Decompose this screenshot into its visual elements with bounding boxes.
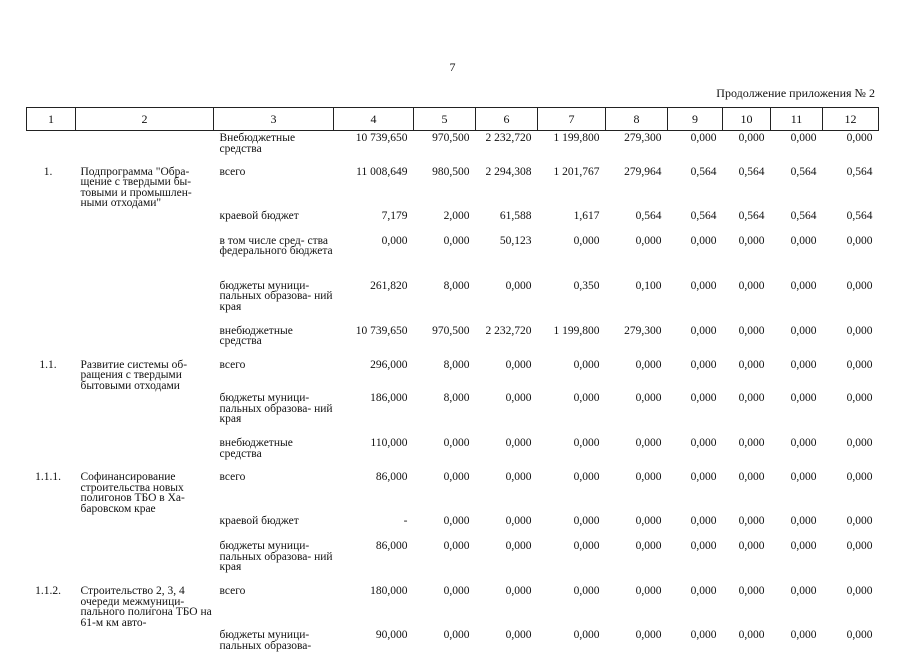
value-cell: 61,588: [476, 209, 538, 234]
value-cell: 0,000: [723, 539, 771, 584]
value-cell: 0,000: [606, 539, 668, 584]
value-cell: 0,000: [606, 234, 668, 279]
value-cell: 0,000: [668, 279, 723, 324]
value-cell: 0,000: [723, 391, 771, 436]
row-name: [76, 539, 214, 584]
row-number: [27, 436, 76, 470]
header-cell: 7: [538, 108, 606, 131]
value-cell: 0,000: [668, 514, 723, 539]
value-cell: -: [334, 514, 414, 539]
value-cell: 8,000: [414, 358, 476, 392]
value-cell: 0,000: [414, 584, 476, 628]
funding-source: краевой бюджет: [214, 514, 334, 539]
row-number: [27, 514, 76, 539]
value-cell: 0,000: [476, 628, 538, 658]
value-cell: 0,000: [668, 358, 723, 392]
value-cell: 0,000: [538, 470, 606, 514]
value-cell: 0,000: [476, 436, 538, 470]
value-cell: 0,000: [823, 436, 879, 470]
value-cell: 0,000: [538, 234, 606, 279]
value-cell: 0,000: [771, 324, 823, 358]
value-cell: 0,000: [771, 391, 823, 436]
row-number: 1.: [27, 165, 76, 209]
value-cell: 0,000: [668, 584, 723, 628]
funding-source: бюджеты муници- пальных образова- ний края: [214, 539, 334, 584]
value-cell: 0,000: [414, 436, 476, 470]
row-name: Развитие системы об- ращения с твердыми бытовыми отходами: [76, 358, 214, 392]
row-name: [76, 324, 214, 358]
value-cell: 0,000: [771, 539, 823, 584]
value-cell: 0,000: [668, 470, 723, 514]
header-cell: 6: [476, 108, 538, 131]
header-row: [27, 108, 879, 131]
row-number: [27, 279, 76, 324]
value-cell: 0,000: [723, 628, 771, 658]
value-cell: 0,000: [606, 470, 668, 514]
value-cell: 0,000: [538, 584, 606, 628]
continuation-label: Продолжение приложения № 2: [716, 86, 875, 101]
value-cell: 0,000: [771, 234, 823, 279]
row-number: [27, 324, 76, 358]
value-cell: 0,000: [414, 234, 476, 279]
header-cell: 3: [214, 108, 334, 131]
value-cell: 0,000: [823, 514, 879, 539]
funding-source: всего: [214, 358, 334, 392]
value-cell: 0,000: [823, 234, 879, 279]
value-cell: 0,000: [668, 131, 723, 165]
value-cell: 0,564: [668, 209, 723, 234]
table-row: [27, 470, 879, 514]
value-cell: 0,000: [823, 584, 879, 628]
table-row: [27, 131, 879, 165]
value-cell: 0,000: [606, 628, 668, 658]
value-cell: 2 294,308: [476, 165, 538, 209]
value-cell: 0,000: [606, 358, 668, 392]
value-cell: 0,000: [538, 539, 606, 584]
table-row: [27, 391, 879, 436]
value-cell: 0,564: [723, 209, 771, 234]
funding-source: внебюджетные средства: [214, 324, 334, 358]
value-cell: 0,000: [723, 324, 771, 358]
table-row: [27, 539, 879, 584]
table-row: [27, 358, 879, 392]
value-cell: 0,000: [668, 436, 723, 470]
value-cell: 0,000: [476, 514, 538, 539]
value-cell: 0,564: [771, 209, 823, 234]
value-cell: 0,000: [723, 514, 771, 539]
value-cell: 0,000: [771, 628, 823, 658]
value-cell: 2 232,720: [476, 324, 538, 358]
row-name: [76, 436, 214, 470]
value-cell: 0,000: [771, 358, 823, 392]
funding-source: краевой бюджет: [214, 209, 334, 234]
value-cell: 0,000: [414, 539, 476, 584]
row-name: [76, 628, 214, 658]
row-name: Строительство 2, 3, 4 очереди межмуници- пального полигона ТБО на 61-м км авто-: [76, 584, 214, 628]
value-cell: 0,000: [414, 470, 476, 514]
row-name: [76, 514, 214, 539]
value-cell: 0,000: [414, 628, 476, 658]
row-name: [76, 131, 214, 165]
funding-source: в том числе сред- ства федерального бюджета: [214, 234, 334, 279]
value-cell: 0,564: [723, 165, 771, 209]
table-body: [27, 131, 879, 658]
row-name: Подпрограмма "Обра- щение с твердыми бы- товыми и промышлен- ными отходами": [76, 165, 214, 209]
value-cell: 0,000: [668, 234, 723, 279]
header-cell: 12: [823, 108, 879, 131]
value-cell: 261,820: [334, 279, 414, 324]
value-cell: 86,000: [334, 539, 414, 584]
value-cell: 0,000: [538, 391, 606, 436]
value-cell: 0,000: [538, 514, 606, 539]
row-name: [76, 209, 214, 234]
value-cell: 0,000: [771, 279, 823, 324]
header-cell: 4: [334, 108, 414, 131]
funding-source: всего: [214, 584, 334, 628]
value-cell: 0,000: [476, 358, 538, 392]
funding-source: Внебюджетные средства: [214, 131, 334, 165]
table-row: [27, 584, 879, 628]
value-cell: 0,564: [823, 209, 879, 234]
value-cell: 0,000: [823, 628, 879, 658]
row-name: [76, 234, 214, 279]
header-cell: 1: [27, 108, 76, 131]
value-cell: 0,100: [606, 279, 668, 324]
value-cell: 0,000: [723, 436, 771, 470]
value-cell: 0,000: [476, 584, 538, 628]
header-cell: 10: [723, 108, 771, 131]
funding-source: всего: [214, 470, 334, 514]
value-cell: 11 008,649: [334, 165, 414, 209]
value-cell: 1,617: [538, 209, 606, 234]
value-cell: 0,350: [538, 279, 606, 324]
table-row: [27, 514, 879, 539]
funding-source: бюджеты муници- пальных образова- ний края: [214, 279, 334, 324]
value-cell: 0,000: [606, 391, 668, 436]
funding-source: бюджеты муници- пальных образова- ний края: [214, 391, 334, 436]
row-number: [27, 539, 76, 584]
value-cell: 0,564: [823, 165, 879, 209]
table-row: [27, 324, 879, 358]
value-cell: 86,000: [334, 470, 414, 514]
row-name: [76, 279, 214, 324]
value-cell: 186,000: [334, 391, 414, 436]
row-number: [27, 131, 76, 165]
header-cell: 8: [606, 108, 668, 131]
value-cell: 180,000: [334, 584, 414, 628]
header-cell: 5: [414, 108, 476, 131]
appendix-table: [26, 107, 879, 658]
table-row: [27, 234, 879, 279]
row-number: 1.1.2.: [27, 584, 76, 628]
value-cell: 0,000: [823, 324, 879, 358]
value-cell: 8,000: [414, 391, 476, 436]
value-cell: 0,000: [538, 436, 606, 470]
value-cell: 980,500: [414, 165, 476, 209]
value-cell: 0,000: [771, 436, 823, 470]
value-cell: 0,000: [823, 358, 879, 392]
value-cell: 90,000: [334, 628, 414, 658]
row-name: Софинансирование строительства новых полигонов ТБО в Ха- баровском крае: [76, 470, 214, 514]
value-cell: 0,000: [476, 539, 538, 584]
value-cell: 0,000: [771, 584, 823, 628]
value-cell: 970,500: [414, 131, 476, 165]
value-cell: 2 232,720: [476, 131, 538, 165]
value-cell: 0,000: [668, 628, 723, 658]
table-row: [27, 279, 879, 324]
header-cell: 2: [76, 108, 214, 131]
value-cell: 0,000: [606, 584, 668, 628]
value-cell: 0,564: [668, 165, 723, 209]
value-cell: 0,000: [723, 358, 771, 392]
row-name: [76, 391, 214, 436]
page-number: 7: [0, 60, 905, 75]
value-cell: 279,300: [606, 324, 668, 358]
value-cell: 0,000: [823, 470, 879, 514]
value-cell: 0,000: [723, 470, 771, 514]
value-cell: 0,000: [771, 131, 823, 165]
value-cell: 0,000: [823, 131, 879, 165]
value-cell: 0,000: [668, 324, 723, 358]
value-cell: 0,000: [476, 391, 538, 436]
funding-source: внебюджетные средства: [214, 436, 334, 470]
value-cell: 0,000: [538, 358, 606, 392]
value-cell: 0,564: [606, 209, 668, 234]
value-cell: 10 739,650: [334, 131, 414, 165]
value-cell: 50,123: [476, 234, 538, 279]
value-cell: 0,000: [668, 539, 723, 584]
value-cell: 0,000: [771, 470, 823, 514]
value-cell: 0,000: [606, 436, 668, 470]
value-cell: 7,179: [334, 209, 414, 234]
value-cell: 0,564: [771, 165, 823, 209]
value-cell: 10 739,650: [334, 324, 414, 358]
row-number: 1.1.1.: [27, 470, 76, 514]
row-number: [27, 391, 76, 436]
row-number: [27, 234, 76, 279]
value-cell: 0,000: [668, 391, 723, 436]
value-cell: 0,000: [538, 628, 606, 658]
value-cell: 0,000: [723, 584, 771, 628]
table-row: [27, 436, 879, 470]
value-cell: 296,000: [334, 358, 414, 392]
value-cell: 110,000: [334, 436, 414, 470]
value-cell: 0,000: [823, 539, 879, 584]
value-cell: 0,000: [334, 234, 414, 279]
funding-source: всего: [214, 165, 334, 209]
table-row: [27, 628, 879, 658]
header-cell: 11: [771, 108, 823, 131]
table-row: [27, 165, 879, 209]
value-cell: 0,000: [723, 234, 771, 279]
value-cell: 0,000: [606, 514, 668, 539]
value-cell: 970,500: [414, 324, 476, 358]
value-cell: 0,000: [823, 279, 879, 324]
row-number: 1.1.: [27, 358, 76, 392]
value-cell: 2,000: [414, 209, 476, 234]
value-cell: 0,000: [414, 514, 476, 539]
value-cell: 279,300: [606, 131, 668, 165]
value-cell: 8,000: [414, 279, 476, 324]
value-cell: 0,000: [771, 514, 823, 539]
value-cell: 0,000: [476, 279, 538, 324]
table-row: [27, 209, 879, 234]
header-cell: 9: [668, 108, 723, 131]
funding-source: бюджеты муници- пальных образова-: [214, 628, 334, 658]
value-cell: 1 199,800: [538, 131, 606, 165]
row-number: [27, 209, 76, 234]
value-cell: 1 201,767: [538, 165, 606, 209]
value-cell: 0,000: [723, 279, 771, 324]
value-cell: 279,964: [606, 165, 668, 209]
value-cell: 0,000: [723, 131, 771, 165]
value-cell: 1 199,800: [538, 324, 606, 358]
value-cell: 0,000: [823, 391, 879, 436]
value-cell: 0,000: [476, 470, 538, 514]
row-number: [27, 628, 76, 658]
